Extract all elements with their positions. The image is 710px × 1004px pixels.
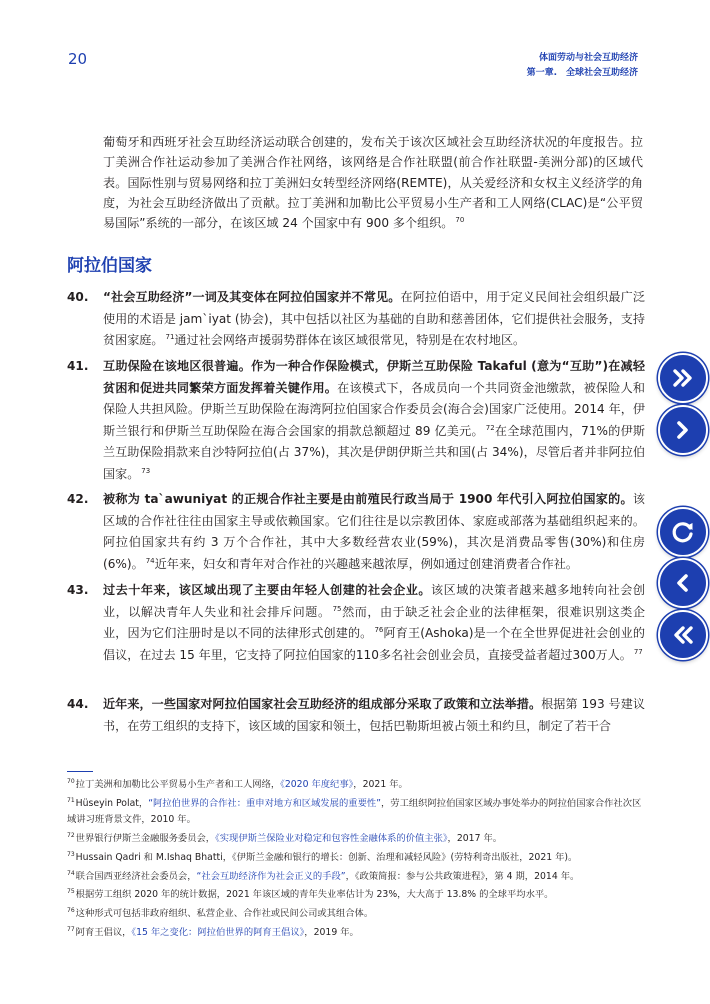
paragraph-text: 在阿拉伯语中，用于定义民间社会组织最广泛使用的术语是 jam`iyat (协会)，其中包括以社区为基础的自助和慈善团体，它们提供社会服务，支持贫困家庭。: [103, 290, 645, 347]
page-number: 20: [68, 50, 88, 68]
footnote-ref[interactable]: 72: [485, 423, 495, 432]
refresh-icon: [669, 518, 697, 546]
paragraph-body: [103, 694, 645, 737]
footnote-ref[interactable]: 74: [145, 556, 155, 565]
paragraph-number: 41.: [67, 359, 89, 373]
paragraph-body: [103, 356, 645, 485]
paragraph-text: 在该模式下，各成员向一个共同资金池缴款，被保险人和保险人共担风险。伊斯兰互助保险在海湾阿拉伯国家合作委员会(海合会)国家广泛使用。2014 年，伊斯兰银行和伊斯兰互助保险在海合会国家的捐款总额超过 89 亿美元。: [103, 380, 645, 438]
intro-text: 葡萄牙和西班牙社会互助经济运动联合创建的，发布关于该次区域社会互助经济状况的年度报告。拉丁美洲合作社运动参加了美洲合作社网络，该网络是合作社联盟(前合作社联盟-美洲分部)的区域代表。国际性别与贸易网络和拉丁美洲妇女转型经济网络(REMTE)，从关爱经济和女权主义经济学的角度，为社会互助经济做出了贡献。拉丁美洲和加勒比公平贸易小生产者和工人网络(CLAC)是“公平贸易国际”系统的一部分，在该区域 24 个国家中有 900 多个组织。: [103, 135, 643, 231]
footnote-divider: [67, 771, 93, 772]
paragraph-text: 根据第 193 号建议书，在劳工组织的支持下，该区域的国家和领土，包括巴勒斯坦被占领土和约旦，制定了若干合: [103, 697, 645, 733]
paragraph-lead: 被称为 ta`awuniyat 的正规合作社主要是由前殖民行政当局于 1900 年代引入阿拉伯国家的。: [103, 492, 633, 506]
footnote-ref[interactable]: 71: [165, 333, 175, 341]
last-page-button[interactable]: [658, 353, 708, 403]
paragraph-number: 43.: [67, 583, 89, 597]
footnote-link[interactable]: 《实现伊斯兰保险业对稳定和包容性金融体系的价值主张》: [215, 832, 448, 844]
footnote-mark: 77: [67, 926, 75, 934]
chevron-right-icon: [669, 416, 697, 444]
footnotes: [67, 777, 645, 944]
paragraph-body: [103, 580, 645, 666]
footnote-link[interactable]: 《15 年之变化：阿拉伯世界的阿育王倡议》: [131, 927, 305, 939]
paragraph-text: 通过社会网络声援弱势群体在该区域很常见，特别是在农村地区。: [174, 333, 526, 347]
footnote-mark: 72: [67, 831, 75, 839]
previous-page-button[interactable]: [658, 558, 708, 608]
paragraph-number: 40.: [67, 290, 89, 304]
footnote-text: ，《政策简报：参与公共政策进程》，第 4 期，2014 年。: [345, 870, 580, 882]
paragraph-41: [67, 356, 645, 485]
paragraph-number: 44.: [67, 697, 89, 711]
paragraph-text: 阿育王(Ashoka)是一个在全世界促进社会创业的倡议，在过去 15 年里，它支持了阿拉伯国家的110多名社会创业会员，直接受益者超过300万人。: [103, 626, 645, 662]
footnote-text: Hussain Qadri 和 M.Ishaq Bhatti，《伊斯兰金融和银行的增长：创新、治理和减轻风险》(劳特利奇出版社，2021 年)。: [75, 851, 578, 863]
footnote-link[interactable]: “社会互助经济作为社会正义的手段”: [196, 870, 346, 882]
footnote-text: ，2019 年。: [304, 927, 359, 939]
footnote-ref[interactable]: 75: [332, 604, 342, 613]
footnote-text: ，2021 年。: [353, 779, 408, 790]
footnote-text: 联合国西亚经济社会委员会，: [75, 870, 197, 882]
back-button[interactable]: [658, 507, 708, 557]
footnote-mark: 75: [67, 888, 75, 896]
paragraph-text: 然而，由于缺乏社会企业的法律框架，很难识别这类企业，因为它们注册时是以不同的法律形式创建的。: [103, 604, 645, 640]
paragraph-body: [103, 287, 645, 352]
footnote-76: [67, 906, 645, 922]
footnote-mark: 73: [67, 850, 75, 858]
footnote-ref[interactable]: 73: [141, 466, 151, 475]
running-header: [527, 51, 638, 81]
footnote-70: [67, 777, 645, 793]
paragraph-number: 42.: [67, 492, 89, 506]
paragraph-lead: 过去十年来，该区域出现了主要由年轻人创建的社会企业。: [103, 583, 432, 597]
footnote-ref[interactable]: 70: [455, 216, 465, 225]
footnote-text: 根据劳工组织 2020 年的统计数据，2021 年该区域的青年失业率估计为 23%，大大高于 13.8% 的全球平均水平。: [75, 889, 554, 901]
chevron-left-icon: [669, 569, 697, 597]
paragraph-text: 该区域的合作社往往由国家主导或依赖国家。它们往往是以宗教团体、家庭或部落为基础组织起来的。阿拉伯国家共有约 3 万个合作社，其中大多数经营农业(59%)，其次是消费品零售(30%)和住房(6%)。: [103, 492, 645, 571]
footnote-75: [67, 887, 645, 903]
footnote-link[interactable]: “阿拉伯世界的合作社：重申对地方和区域发展的重要性”: [148, 797, 381, 809]
next-page-button[interactable]: [658, 405, 708, 455]
paragraph-42: [67, 489, 645, 575]
footnote-text: ，2017 年。: [447, 832, 503, 844]
double-chevron-left-icon: [669, 621, 697, 649]
footnote-link[interactable]: 《2020 年度纪事》: [280, 779, 354, 790]
paragraph-44: [67, 694, 645, 737]
footnote-71: [67, 796, 645, 828]
paragraph-lead: 互助保险在该地区很普遍。作为一种合作保险模式，伊斯兰互助保险 Takaful (意为“互助”)在减轻贫困和促进共同繁荣方面发挥着关键作用。: [103, 359, 645, 395]
section-heading: 阿拉伯国家: [67, 256, 152, 276]
paragraph-lead: “社会互助经济”一词及其变体在阿拉伯国家并不常见。: [103, 290, 401, 304]
first-page-button[interactable]: [658, 610, 708, 660]
paragraph-text: 该区域的决策者越来越多地转向社会创业，以解决青年人失业和社会排斥问题。: [103, 583, 645, 619]
footnote-text: Hüseyin Polat，: [75, 797, 149, 809]
paragraph-text: 在全球范围内，71%的伊斯兰互助保险捐款来自沙特阿拉伯(占 37%)，其次是伊朗伊斯兰共和国(占 34%)，尽管后者并非阿拉伯国家。: [103, 423, 645, 481]
footnote-text: 拉丁美洲和加勒比公平贸易小生产者和工人网络，: [75, 779, 281, 790]
footnote-text: 这种形式可包括非政府组织、私营企业、合作社或民间公司或其组合体。: [75, 908, 374, 920]
paragraph-43: [67, 580, 645, 666]
footnote-text: 阿育王倡议，: [75, 927, 132, 939]
footnote-72: [67, 831, 645, 847]
footnote-74: [67, 869, 645, 885]
footnote-ref[interactable]: 77: [633, 647, 643, 656]
footnote-77: [67, 925, 645, 941]
paragraph-40: [67, 287, 645, 352]
running-chapter: 第一章. 全球社会互助经济: [526, 68, 638, 78]
paragraph-text: 近年来，妇女和青年对合作社的兴趣越来越浓厚，例如通过创建消费者合作社。: [154, 556, 578, 571]
paragraph-lead: 近年来，一些国家对阿拉伯国家社会互助经济的组成部分采取了政策和立法举措。: [103, 697, 542, 711]
footnote-mark: 74: [67, 869, 75, 877]
double-chevron-right-icon: [669, 364, 697, 392]
footnote-text: 世界银行伊斯兰金融服务委员会，: [75, 832, 216, 844]
footnote-ref[interactable]: 76: [374, 626, 384, 634]
footnote-mark: 70: [67, 778, 75, 785]
footnote-mark: 76: [67, 907, 75, 915]
paragraph-body: [103, 489, 645, 575]
intro-paragraph: [103, 132, 643, 233]
footnote-mark: 71: [67, 796, 75, 804]
running-title: 体面劳动与社会互助经济: [538, 53, 638, 63]
footnote-73: [67, 850, 645, 866]
footnote-text: ，劳工组织阿拉伯国家区域办事处举办的阿拉伯国家合作社次区域讲习班背景文件，2010 年。: [67, 797, 642, 825]
